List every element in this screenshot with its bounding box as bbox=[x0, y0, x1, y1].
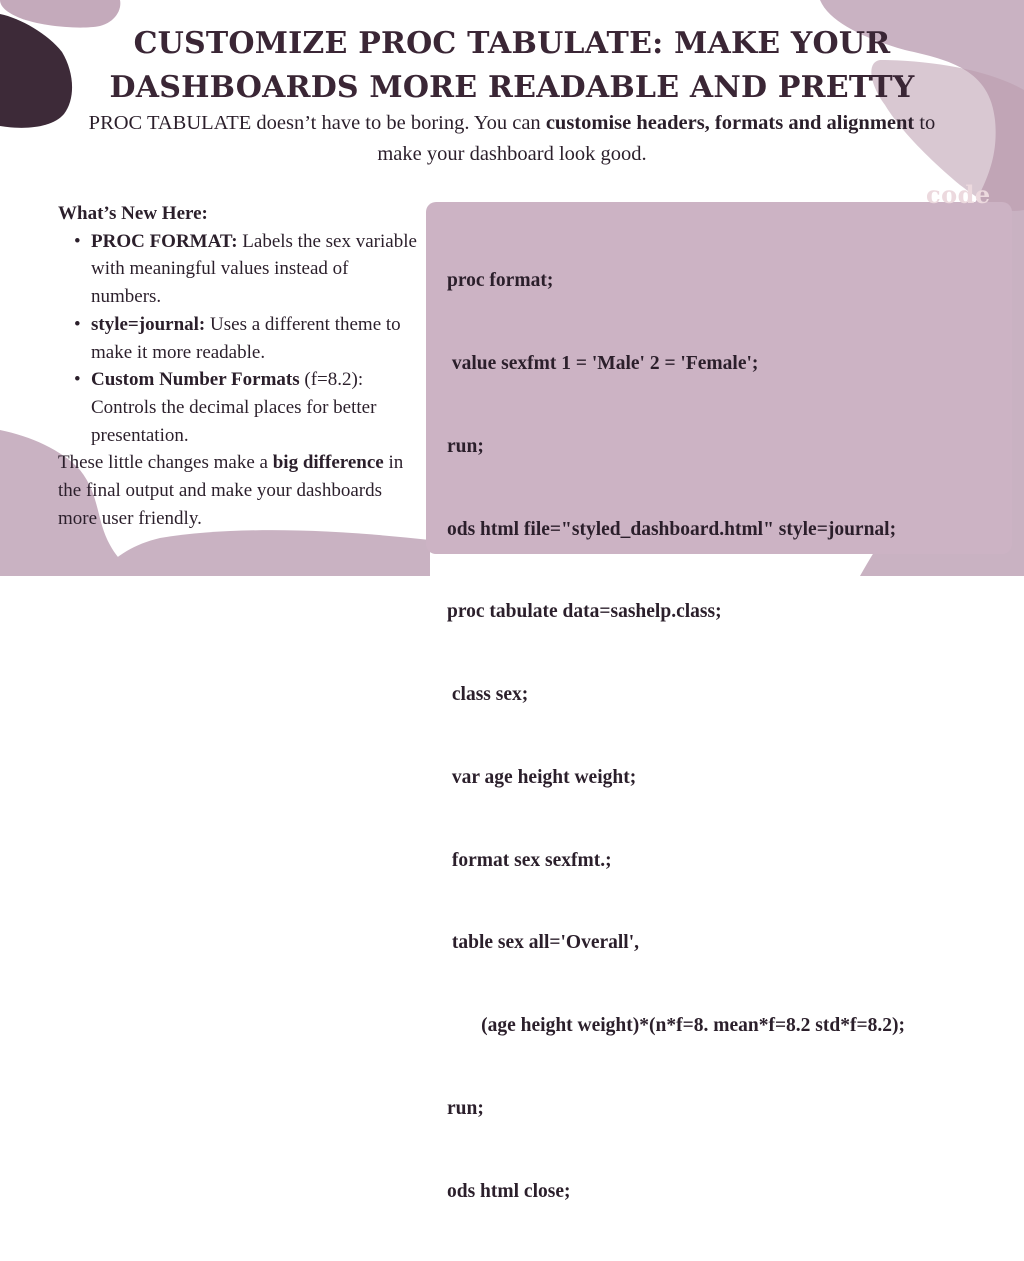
bullet-icon: • bbox=[74, 369, 81, 391]
whats-new-heading: What’s New Here: bbox=[58, 203, 208, 224]
code-line: ods html close; bbox=[447, 1180, 571, 1202]
subtitle-text-end: to make your dashboard look good. bbox=[377, 112, 936, 165]
bullet-icon: • bbox=[74, 230, 81, 252]
code-line: run; bbox=[447, 435, 484, 457]
feature-item-style-journal bbox=[58, 311, 418, 366]
feature-bold-label: Custom Number Formats bbox=[91, 369, 300, 391]
code-line: run; bbox=[447, 1098, 484, 1119]
feature-bold-label: PROC FORMAT: bbox=[91, 230, 238, 252]
bullet-icon: • bbox=[74, 313, 81, 335]
subtitle-bold-text: customise headers, formats and alignment bbox=[545, 112, 915, 134]
code-line: proc tabulate data=sashelp.class; bbox=[447, 601, 722, 623]
feature-item-proc-format bbox=[58, 228, 418, 311]
code-block bbox=[447, 212, 1007, 1261]
closing-paragraph bbox=[58, 449, 418, 532]
closing-bold-text: big difference bbox=[272, 452, 384, 474]
closing-text-end: in the final output and make your dashboards more user friendly. bbox=[58, 452, 404, 529]
code-line: var age height weight; bbox=[447, 766, 637, 788]
code-line: ods html file="styled_dashboard.html" style=journal; bbox=[447, 518, 897, 540]
code-line: proc format; bbox=[447, 270, 554, 292]
subtitle-text-start: PROC TABULATE doesn’t have to be boring. You can bbox=[88, 112, 546, 134]
code-line: format sex sexfmt.; bbox=[447, 849, 612, 871]
feature-item-custom-formats bbox=[58, 366, 418, 449]
slide-title bbox=[0, 22, 1024, 110]
code-line: value sexfmt 1 = 'Male' 2 = 'Female'; bbox=[447, 352, 759, 374]
title-line-1: CUSTOMIZE PROC TABULATE: MAKE YOUR bbox=[133, 26, 891, 61]
code-label: code bbox=[926, 180, 991, 209]
feature-description: Labels the sex variable with meaningful values instead of numbers. bbox=[91, 230, 417, 308]
code-line: class sex; bbox=[447, 684, 529, 706]
whats-new-section bbox=[58, 200, 418, 532]
feature-description: (f=8.2): Controls the decimal places for better presentation. bbox=[91, 369, 377, 446]
closing-text-start: These little changes make a bbox=[58, 452, 273, 474]
slide-subtitle bbox=[80, 108, 944, 170]
feature-bold-label: style=journal: bbox=[91, 313, 206, 335]
title-line-2: DASHBOARDS MORE READABLE AND PRETTY bbox=[109, 70, 915, 105]
code-line: (age height weight)*(n*f=8. mean*f=8.2 std*f=8.2); bbox=[447, 1015, 905, 1037]
feature-list bbox=[58, 228, 418, 450]
code-line: table sex all='Overall', bbox=[447, 932, 640, 954]
feature-description: Uses a different theme to make it more readable. bbox=[91, 313, 401, 363]
